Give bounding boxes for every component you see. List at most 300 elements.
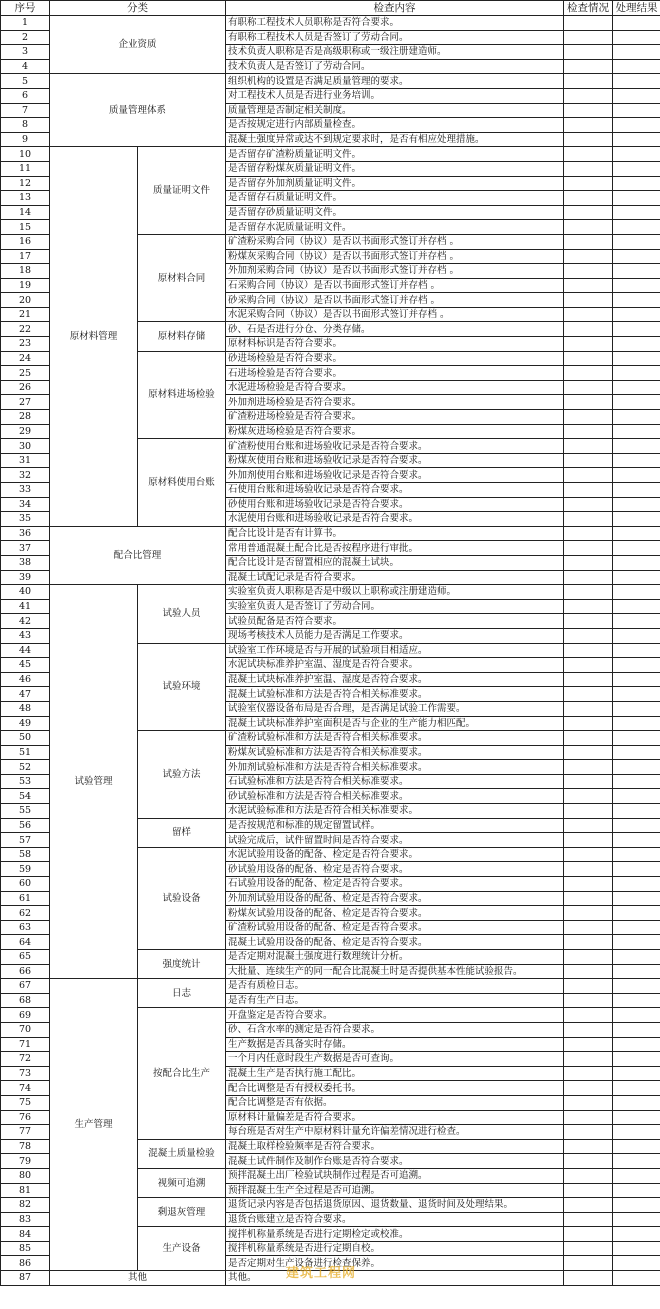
result-cell[interactable] bbox=[613, 337, 660, 352]
row-number: 35 bbox=[1, 512, 50, 527]
check-status-cell[interactable] bbox=[564, 220, 613, 235]
result-cell[interactable] bbox=[613, 789, 660, 804]
check-content: 一个月内任意时段生产数据是否可查询。 bbox=[226, 1052, 564, 1067]
check-status-cell[interactable] bbox=[564, 672, 613, 687]
row-number: 46 bbox=[1, 672, 50, 687]
row-number: 64 bbox=[1, 935, 50, 950]
check-content: 是否留存矿渣粉质量证明文件。 bbox=[226, 147, 564, 162]
check-status-cell[interactable] bbox=[564, 1139, 613, 1154]
row-number: 29 bbox=[1, 424, 50, 439]
row-number: 41 bbox=[1, 599, 50, 614]
check-status-cell[interactable] bbox=[564, 1022, 613, 1037]
check-content: 粉煤灰采购合同（协议）是否以书面形式签订并存档 。 bbox=[226, 249, 564, 264]
result-cell[interactable] bbox=[613, 935, 660, 950]
check-content: 预拌混凝土生产全过程是否可追溯。 bbox=[226, 1183, 564, 1198]
check-status-cell[interactable] bbox=[564, 351, 613, 366]
result-cell[interactable] bbox=[613, 249, 660, 264]
category-c3a: 质量证明文件 bbox=[138, 147, 226, 235]
result-cell[interactable] bbox=[613, 804, 660, 819]
row-number: 69 bbox=[1, 1008, 50, 1023]
check-status-cell[interactable] bbox=[564, 1198, 613, 1213]
result-cell[interactable] bbox=[613, 731, 660, 746]
check-status-cell[interactable] bbox=[564, 191, 613, 206]
row-number: 57 bbox=[1, 833, 50, 848]
check-content: 退货记录内容是否包括退货原因、退货数量、退货时间及处理结果。 bbox=[226, 1198, 564, 1213]
check-content: 是否按规范和标准的规定留置试样。 bbox=[226, 818, 564, 833]
check-status-cell[interactable] bbox=[564, 920, 613, 935]
check-status-cell[interactable] bbox=[564, 570, 613, 585]
result-cell[interactable] bbox=[613, 833, 660, 848]
check-status-cell[interactable] bbox=[564, 804, 613, 819]
check-status-cell[interactable] bbox=[564, 30, 613, 45]
check-status-cell[interactable] bbox=[564, 789, 613, 804]
check-content: 矿渣粉采购合同（协议）是否以书面形式签订并存档 。 bbox=[226, 234, 564, 249]
result-cell[interactable] bbox=[613, 1139, 660, 1154]
check-content: 矿渣粉试验标准和方法是否符合相关标准要求。 bbox=[226, 731, 564, 746]
check-status-cell[interactable] bbox=[564, 745, 613, 760]
result-cell[interactable] bbox=[613, 599, 660, 614]
result-cell[interactable] bbox=[613, 74, 660, 89]
row-number: 43 bbox=[1, 628, 50, 643]
check-content: 常用普通混凝土配合比是否按程序进行审批。 bbox=[226, 541, 564, 556]
check-status-cell[interactable] bbox=[564, 585, 613, 600]
result-cell[interactable] bbox=[613, 1110, 660, 1125]
row-number: 48 bbox=[1, 701, 50, 716]
check-status-cell[interactable] bbox=[564, 337, 613, 352]
check-content: 大批量、连续生产的同一配合比混凝土时是否提供基本性能试验报告。 bbox=[226, 964, 564, 979]
row-number: 15 bbox=[1, 220, 50, 235]
check-status-cell[interactable] bbox=[564, 439, 613, 454]
check-status-cell[interactable] bbox=[564, 716, 613, 731]
row-number: 53 bbox=[1, 774, 50, 789]
row-number: 65 bbox=[1, 950, 50, 965]
result-cell[interactable] bbox=[613, 964, 660, 979]
check-content: 技术负责人职称是否是高级职称或一级注册建造师。 bbox=[226, 45, 564, 60]
check-status-cell[interactable] bbox=[564, 1110, 613, 1125]
row-number: 47 bbox=[1, 687, 50, 702]
header-content: 检查内容 bbox=[226, 1, 564, 16]
check-status-cell[interactable] bbox=[564, 760, 613, 775]
check-content: 是否留存砂质量证明文件。 bbox=[226, 205, 564, 220]
check-content: 砂使用台账和进场验收记录是否符合要求。 bbox=[226, 497, 564, 512]
result-cell[interactable] bbox=[613, 891, 660, 906]
row-number: 75 bbox=[1, 1095, 50, 1110]
row-number: 79 bbox=[1, 1154, 50, 1169]
check-status-cell[interactable] bbox=[564, 380, 613, 395]
check-status-cell[interactable] bbox=[564, 147, 613, 162]
check-content: 现场考核技术人员能力是否满足工作要求。 bbox=[226, 628, 564, 643]
check-status-cell[interactable] bbox=[564, 906, 613, 921]
result-cell[interactable] bbox=[613, 570, 660, 585]
check-content: 配合比设计是否留置相应的混凝土试块。 bbox=[226, 555, 564, 570]
check-content: 是否定期对混凝土强度进行数理统计分析。 bbox=[226, 950, 564, 965]
result-cell[interactable] bbox=[613, 658, 660, 673]
check-content: 其他。 bbox=[226, 1271, 564, 1286]
row-number: 1 bbox=[1, 16, 50, 31]
row-number: 55 bbox=[1, 804, 50, 819]
category-c6: 生产管理 bbox=[50, 979, 138, 1271]
check-status-cell[interactable] bbox=[564, 1066, 613, 1081]
check-status-cell[interactable] bbox=[564, 322, 613, 337]
check-status-cell[interactable] bbox=[564, 1052, 613, 1067]
row-number: 86 bbox=[1, 1256, 50, 1271]
result-cell[interactable] bbox=[613, 774, 660, 789]
check-status-cell[interactable] bbox=[564, 161, 613, 176]
result-cell[interactable] bbox=[613, 1066, 660, 1081]
check-status-cell[interactable] bbox=[564, 1256, 613, 1271]
check-content: 试验室工作环境是否与开展的试验项目相适应。 bbox=[226, 643, 564, 658]
check-status-cell[interactable] bbox=[564, 1125, 613, 1140]
check-content: 生产数据是否具备实时存储。 bbox=[226, 1037, 564, 1052]
category-c2: 质量管理体系 bbox=[50, 74, 226, 147]
check-status-cell[interactable] bbox=[564, 731, 613, 746]
check-status-cell[interactable] bbox=[564, 526, 613, 541]
check-content: 混凝土试配记录是否符合要求。 bbox=[226, 570, 564, 585]
row-number: 3 bbox=[1, 45, 50, 60]
check-content: 混凝土试验用设备的配备、检定是否符合要求。 bbox=[226, 935, 564, 950]
result-cell[interactable] bbox=[613, 1052, 660, 1067]
result-cell[interactable] bbox=[613, 453, 660, 468]
check-content: 退货台账建立是否符合要求。 bbox=[226, 1212, 564, 1227]
check-status-cell[interactable] bbox=[564, 293, 613, 308]
check-content: 矿渣粉试验用设备的配备、检定是否符合要求。 bbox=[226, 920, 564, 935]
result-cell[interactable] bbox=[613, 1241, 660, 1256]
category-c5d: 留样 bbox=[138, 818, 226, 847]
check-status-cell[interactable] bbox=[564, 424, 613, 439]
result-cell[interactable] bbox=[613, 1271, 660, 1286]
result-cell[interactable] bbox=[613, 176, 660, 191]
check-status-cell[interactable] bbox=[564, 1095, 613, 1110]
result-cell[interactable] bbox=[613, 30, 660, 45]
result-cell[interactable] bbox=[613, 293, 660, 308]
category-c6e: 剩退灰管理 bbox=[138, 1198, 226, 1227]
check-status-cell[interactable] bbox=[564, 249, 613, 264]
check-status-cell[interactable] bbox=[564, 468, 613, 483]
result-cell[interactable] bbox=[613, 526, 660, 541]
result-cell[interactable] bbox=[613, 1198, 660, 1213]
check-status-cell[interactable] bbox=[564, 74, 613, 89]
row-number: 67 bbox=[1, 979, 50, 994]
check-status-cell[interactable] bbox=[564, 643, 613, 658]
result-cell[interactable] bbox=[613, 1256, 660, 1271]
row-number: 8 bbox=[1, 118, 50, 133]
check-status-cell[interactable] bbox=[564, 1271, 613, 1286]
result-cell[interactable] bbox=[613, 1081, 660, 1096]
check-status-cell[interactable] bbox=[564, 833, 613, 848]
result-cell[interactable] bbox=[613, 366, 660, 381]
check-content: 石进场检验是否符合要求。 bbox=[226, 366, 564, 381]
result-cell[interactable] bbox=[613, 118, 660, 133]
result-cell[interactable] bbox=[613, 1154, 660, 1169]
result-cell[interactable] bbox=[613, 205, 660, 220]
result-cell[interactable] bbox=[613, 745, 660, 760]
result-cell[interactable] bbox=[613, 950, 660, 965]
check-status-cell[interactable] bbox=[564, 103, 613, 118]
check-content: 石试验用设备的配备、检定是否符合要求。 bbox=[226, 877, 564, 892]
result-cell[interactable] bbox=[613, 1227, 660, 1242]
check-status-cell[interactable] bbox=[564, 979, 613, 994]
row-number: 17 bbox=[1, 249, 50, 264]
check-status-cell[interactable] bbox=[564, 483, 613, 498]
check-status-cell[interactable] bbox=[564, 993, 613, 1008]
result-cell[interactable] bbox=[613, 1125, 660, 1140]
row-number: 51 bbox=[1, 745, 50, 760]
result-cell[interactable] bbox=[613, 45, 660, 60]
check-content: 配合比调整是否有授权委托书。 bbox=[226, 1081, 564, 1096]
result-cell[interactable] bbox=[613, 191, 660, 206]
check-content: 矿渣粉使用台账和进场验收记录是否符合要求。 bbox=[226, 439, 564, 454]
category-c5a: 试验人员 bbox=[138, 585, 226, 643]
result-cell[interactable] bbox=[613, 424, 660, 439]
check-content: 砂试验用设备的配备、检定是否符合要求。 bbox=[226, 862, 564, 877]
check-content: 砂采购合同（协议）是否以书面形式签订并存档 。 bbox=[226, 293, 564, 308]
check-status-cell[interactable] bbox=[564, 497, 613, 512]
result-cell[interactable] bbox=[613, 993, 660, 1008]
check-status-cell[interactable] bbox=[564, 1227, 613, 1242]
check-status-cell[interactable] bbox=[564, 234, 613, 249]
check-status-cell[interactable] bbox=[564, 847, 613, 862]
result-cell[interactable] bbox=[613, 1183, 660, 1198]
row-number: 28 bbox=[1, 410, 50, 425]
check-content: 是否有质检日志。 bbox=[226, 979, 564, 994]
category-c6f: 生产设备 bbox=[138, 1227, 226, 1271]
check-status-cell[interactable] bbox=[564, 658, 613, 673]
category-c6a: 日志 bbox=[138, 979, 226, 1008]
check-content: 试验完成后，试件留置时间是否符合要求。 bbox=[226, 833, 564, 848]
row-number: 85 bbox=[1, 1241, 50, 1256]
result-cell[interactable] bbox=[613, 103, 660, 118]
check-status-cell[interactable] bbox=[564, 132, 613, 147]
check-content: 混凝土试验标准和方法是否符合相关标准要求。 bbox=[226, 687, 564, 702]
check-status-cell[interactable] bbox=[564, 614, 613, 629]
check-status-cell[interactable] bbox=[564, 1037, 613, 1052]
check-status-cell[interactable] bbox=[564, 541, 613, 556]
check-content: 外加剂进场检验是否符合要求。 bbox=[226, 395, 564, 410]
check-status-cell[interactable] bbox=[564, 964, 613, 979]
row-number: 49 bbox=[1, 716, 50, 731]
result-cell[interactable] bbox=[613, 585, 660, 600]
header-category: 分类 bbox=[50, 1, 226, 16]
check-status-cell[interactable] bbox=[564, 1241, 613, 1256]
check-status-cell[interactable] bbox=[564, 818, 613, 833]
row-number: 84 bbox=[1, 1227, 50, 1242]
check-status-cell[interactable] bbox=[564, 687, 613, 702]
row-number: 38 bbox=[1, 555, 50, 570]
result-cell[interactable] bbox=[613, 906, 660, 921]
check-status-cell[interactable] bbox=[564, 1168, 613, 1183]
row-number: 37 bbox=[1, 541, 50, 556]
check-status-cell[interactable] bbox=[564, 862, 613, 877]
check-status-cell[interactable] bbox=[564, 1008, 613, 1023]
result-cell[interactable] bbox=[613, 643, 660, 658]
check-content: 每台班是否对生产中原材料计量允许偏差情况进行检查。 bbox=[226, 1125, 564, 1140]
check-status-cell[interactable] bbox=[564, 891, 613, 906]
result-cell[interactable] bbox=[613, 410, 660, 425]
row-number: 7 bbox=[1, 103, 50, 118]
result-cell[interactable] bbox=[613, 1008, 660, 1023]
check-status-cell[interactable] bbox=[564, 701, 613, 716]
result-cell[interactable] bbox=[613, 234, 660, 249]
check-content: 水泥使用台账和进场验收记录是否符合要求。 bbox=[226, 512, 564, 527]
result-cell[interactable] bbox=[613, 497, 660, 512]
category-c5e: 试验设备 bbox=[138, 847, 226, 949]
result-cell[interactable] bbox=[613, 161, 660, 176]
result-cell[interactable] bbox=[613, 541, 660, 556]
check-status-cell[interactable] bbox=[564, 555, 613, 570]
result-cell[interactable] bbox=[613, 351, 660, 366]
row-number: 36 bbox=[1, 526, 50, 541]
check-status-cell[interactable] bbox=[564, 118, 613, 133]
check-status-cell[interactable] bbox=[564, 264, 613, 279]
result-cell[interactable] bbox=[613, 16, 660, 31]
result-cell[interactable] bbox=[613, 555, 660, 570]
check-status-cell[interactable] bbox=[564, 410, 613, 425]
header-row bbox=[1, 1, 660, 16]
check-status-cell[interactable] bbox=[564, 88, 613, 103]
row-number: 12 bbox=[1, 176, 50, 191]
check-status-cell[interactable] bbox=[564, 599, 613, 614]
category-c4: 配合比管理 bbox=[50, 526, 226, 584]
check-content: 外加剂采购合同（协议）是否以书面形式签订并存档 。 bbox=[226, 264, 564, 279]
row-number: 33 bbox=[1, 483, 50, 498]
category-c3e: 原材料使用台账 bbox=[138, 439, 226, 527]
check-status-cell[interactable] bbox=[564, 453, 613, 468]
result-cell[interactable] bbox=[613, 132, 660, 147]
result-cell[interactable] bbox=[613, 88, 660, 103]
result-cell[interactable] bbox=[613, 979, 660, 994]
row-number: 34 bbox=[1, 497, 50, 512]
check-status-cell[interactable] bbox=[564, 774, 613, 789]
category-c5: 试验管理 bbox=[50, 585, 138, 979]
result-cell[interactable] bbox=[613, 307, 660, 322]
result-cell[interactable] bbox=[613, 614, 660, 629]
check-content: 混凝土取样检验频率是否符合要求。 bbox=[226, 1139, 564, 1154]
check-status-cell[interactable] bbox=[564, 628, 613, 643]
check-content: 外加剂试验用设备的配备、检定是否符合要求。 bbox=[226, 891, 564, 906]
result-cell[interactable] bbox=[613, 1095, 660, 1110]
row-number: 20 bbox=[1, 293, 50, 308]
row-number: 14 bbox=[1, 205, 50, 220]
check-status-cell[interactable] bbox=[564, 1081, 613, 1096]
row-number: 50 bbox=[1, 731, 50, 746]
result-cell[interactable] bbox=[613, 322, 660, 337]
result-cell[interactable] bbox=[613, 468, 660, 483]
result-cell[interactable] bbox=[613, 1168, 660, 1183]
check-content: 是否有生产日志。 bbox=[226, 993, 564, 1008]
check-content: 水泥试块标准养护室温、湿度是否符合要求。 bbox=[226, 658, 564, 673]
row-number: 74 bbox=[1, 1081, 50, 1096]
row-number: 54 bbox=[1, 789, 50, 804]
row-number: 82 bbox=[1, 1198, 50, 1213]
result-cell[interactable] bbox=[613, 818, 660, 833]
result-cell[interactable] bbox=[613, 395, 660, 410]
table-row bbox=[1, 16, 660, 31]
row-number: 23 bbox=[1, 337, 50, 352]
result-cell[interactable] bbox=[613, 512, 660, 527]
row-number: 56 bbox=[1, 818, 50, 833]
row-number: 27 bbox=[1, 395, 50, 410]
result-cell[interactable] bbox=[613, 483, 660, 498]
check-status-cell[interactable] bbox=[564, 512, 613, 527]
row-number: 63 bbox=[1, 920, 50, 935]
result-cell[interactable] bbox=[613, 628, 660, 643]
result-cell[interactable] bbox=[613, 920, 660, 935]
result-cell[interactable] bbox=[613, 877, 660, 892]
row-number: 77 bbox=[1, 1125, 50, 1140]
row-number: 25 bbox=[1, 366, 50, 381]
category-c6d: 视频可追溯 bbox=[138, 1168, 226, 1197]
check-content: 砂进场检验是否符合要求。 bbox=[226, 351, 564, 366]
result-cell[interactable] bbox=[613, 59, 660, 74]
check-content: 混凝土试件制作及制作台账是否符合要求。 bbox=[226, 1154, 564, 1169]
check-status-cell[interactable] bbox=[564, 366, 613, 381]
check-content: 原材料标识是否符合要求。 bbox=[226, 337, 564, 352]
check-status-cell[interactable] bbox=[564, 1212, 613, 1227]
result-cell[interactable] bbox=[613, 716, 660, 731]
check-status-cell[interactable] bbox=[564, 278, 613, 293]
check-status-cell[interactable] bbox=[564, 16, 613, 31]
result-cell[interactable] bbox=[613, 264, 660, 279]
result-cell[interactable] bbox=[613, 760, 660, 775]
header-no: 序号 bbox=[1, 1, 50, 16]
category-c5c: 试验方法 bbox=[138, 731, 226, 819]
result-cell[interactable] bbox=[613, 147, 660, 162]
result-cell[interactable] bbox=[613, 1212, 660, 1227]
result-cell[interactable] bbox=[613, 278, 660, 293]
row-number: 9 bbox=[1, 132, 50, 147]
check-status-cell[interactable] bbox=[564, 935, 613, 950]
result-cell[interactable] bbox=[613, 439, 660, 454]
check-content: 是否留存粉煤灰质量证明文件。 bbox=[226, 161, 564, 176]
result-cell[interactable] bbox=[613, 862, 660, 877]
row-number: 11 bbox=[1, 161, 50, 176]
row-number: 45 bbox=[1, 658, 50, 673]
check-content: 是否留存外加剂质量证明文件。 bbox=[226, 176, 564, 191]
check-status-cell[interactable] bbox=[564, 59, 613, 74]
check-status-cell[interactable] bbox=[564, 307, 613, 322]
result-cell[interactable] bbox=[613, 220, 660, 235]
check-status-cell[interactable] bbox=[564, 45, 613, 60]
result-cell[interactable] bbox=[613, 672, 660, 687]
result-cell[interactable] bbox=[613, 687, 660, 702]
check-status-cell[interactable] bbox=[564, 877, 613, 892]
check-content: 石使用台账和进场验收记录是否符合要求。 bbox=[226, 483, 564, 498]
check-status-cell[interactable] bbox=[564, 1154, 613, 1169]
result-cell[interactable] bbox=[613, 847, 660, 862]
check-status-cell[interactable] bbox=[564, 950, 613, 965]
row-number: 44 bbox=[1, 643, 50, 658]
row-number: 83 bbox=[1, 1212, 50, 1227]
result-cell[interactable] bbox=[613, 1037, 660, 1052]
row-number: 52 bbox=[1, 760, 50, 775]
result-cell[interactable] bbox=[613, 1022, 660, 1037]
result-cell[interactable] bbox=[613, 380, 660, 395]
row-number: 13 bbox=[1, 191, 50, 206]
row-number: 59 bbox=[1, 862, 50, 877]
row-number: 80 bbox=[1, 1168, 50, 1183]
check-status-cell[interactable] bbox=[564, 1183, 613, 1198]
check-content: 外加剂使用台账和进场验收记录是否符合要求。 bbox=[226, 468, 564, 483]
row-number: 60 bbox=[1, 877, 50, 892]
row-number: 10 bbox=[1, 147, 50, 162]
result-cell[interactable] bbox=[613, 701, 660, 716]
check-content: 砂试验标准和方法是否符合相关标准要求。 bbox=[226, 789, 564, 804]
check-content: 水泥试验标准和方法是否符合相关标准要求。 bbox=[226, 804, 564, 819]
row-number: 40 bbox=[1, 585, 50, 600]
check-status-cell[interactable] bbox=[564, 176, 613, 191]
check-status-cell[interactable] bbox=[564, 395, 613, 410]
check-status-cell[interactable] bbox=[564, 205, 613, 220]
